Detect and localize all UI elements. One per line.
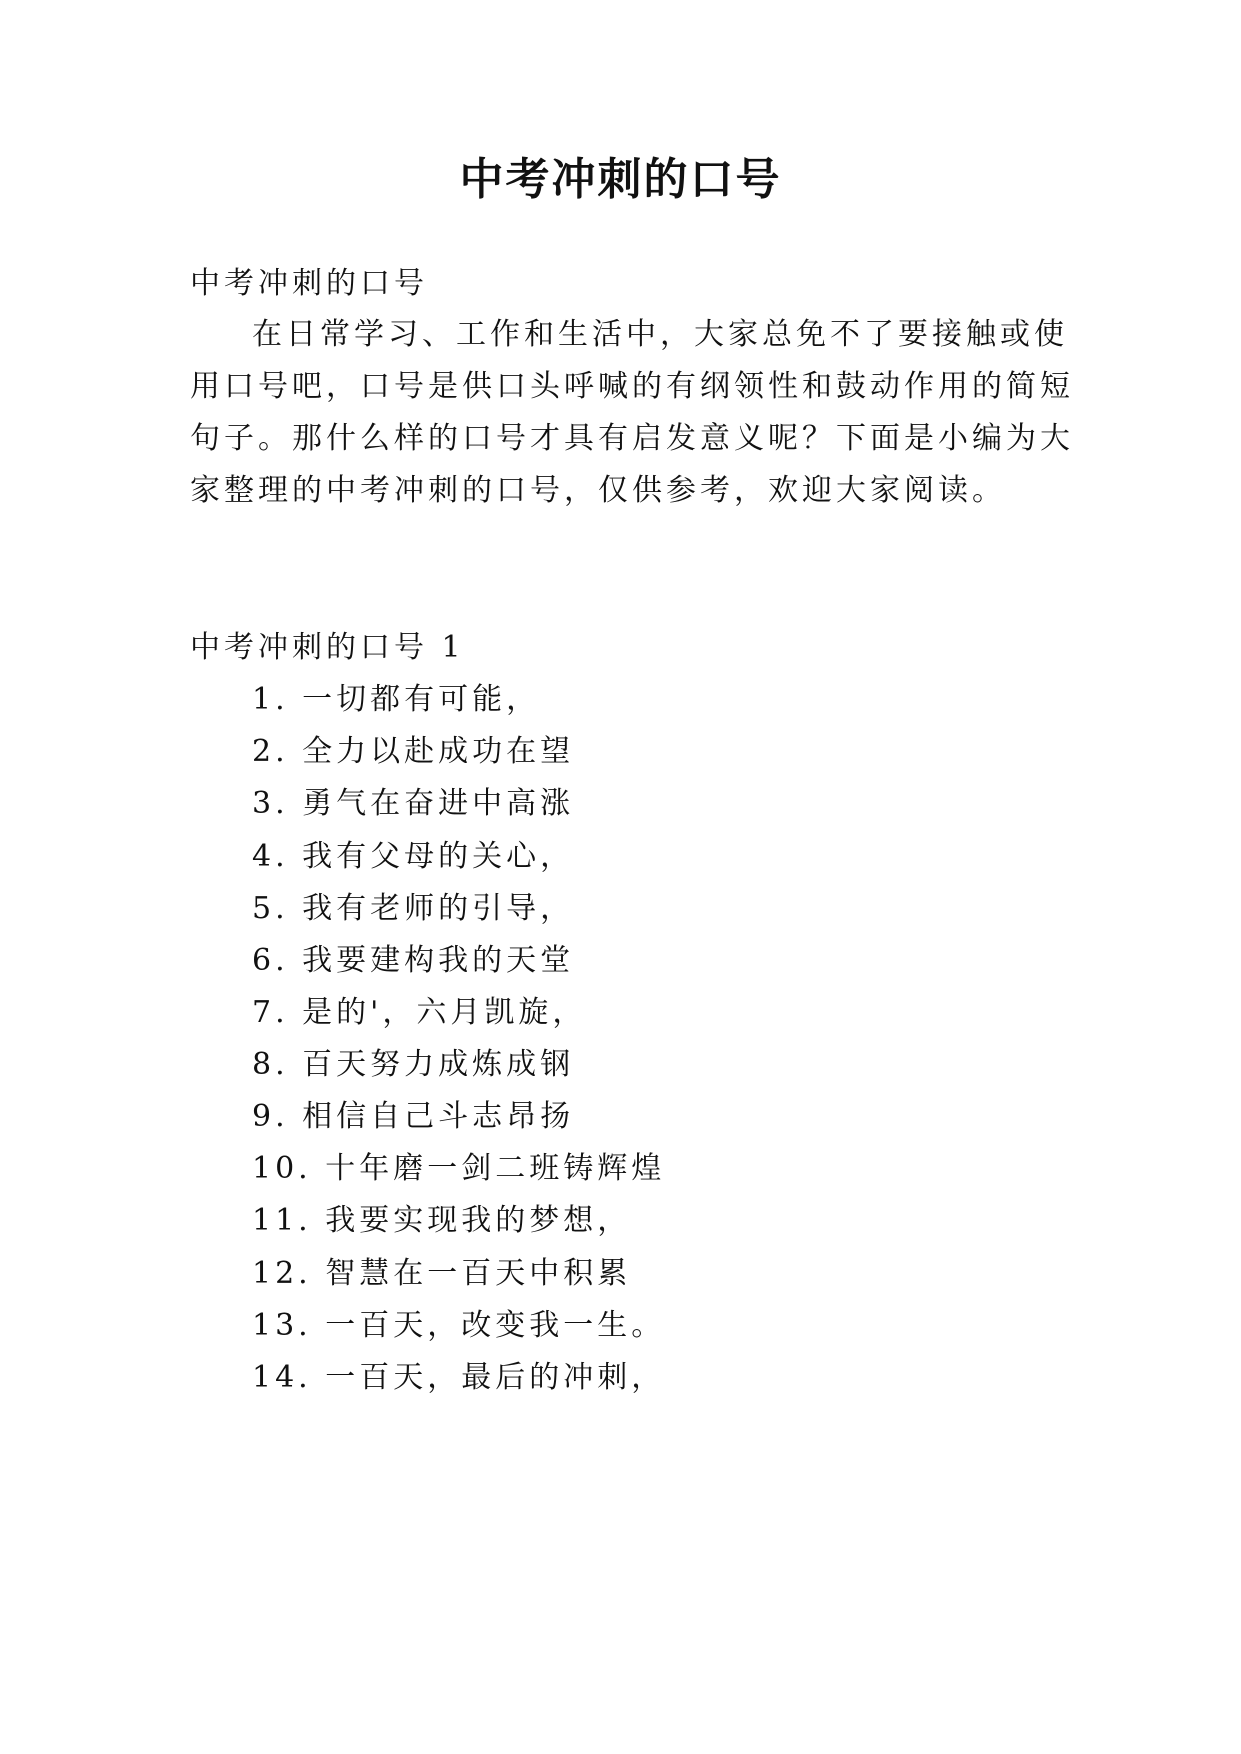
intro-paragraph-line: 句子。那什么样的口号才具有启发意义呢？下面是小编为大 (190, 421, 1074, 456)
list-item: 9. 相信自己斗志昂扬 (252, 1099, 575, 1134)
list-item: 4. 我有父母的关心， (252, 839, 575, 874)
list-item: 7. 是的'，六月凯旋， (252, 995, 587, 1030)
intro-paragraph-line: 家整理的中考冲刺的口号，仅供参考，欢迎大家阅读。 (190, 473, 1006, 508)
list-item: 12. 智慧在一百天中积累 (252, 1256, 632, 1291)
list-item: 2. 全力以赴成功在望 (252, 734, 575, 769)
list-item: 1. 一切都有可能， (252, 682, 541, 717)
intro-paragraph-line: 在日常学习、工作和生活中，大家总免不了要接触或使 (252, 317, 1068, 352)
list-item: 3. 勇气在奋进中高涨 (252, 786, 575, 821)
document-subtitle: 中考冲刺的口号 (190, 266, 428, 301)
list-item: 13. 一百天，改变我一生。 (252, 1308, 666, 1343)
intro-paragraph-line: 用口号吧，口号是供口头呼喊的有纲领性和鼓动作用的简短 (190, 369, 1074, 404)
list-item: 10. 十年磨一剑二班铸辉煌 (252, 1151, 666, 1186)
list-item: 14. 一百天，最后的冲刺， (252, 1360, 666, 1395)
list-item: 5. 我有老师的引导， (252, 891, 575, 926)
document-title: 中考冲刺的口号 (459, 154, 782, 205)
section-heading: 中考冲刺的口号 1 (190, 630, 465, 665)
list-item: 6. 我要建构我的天堂 (252, 943, 575, 978)
list-item: 8. 百天努力成炼成钢 (252, 1047, 575, 1082)
list-item: 11. 我要实现我的梦想， (252, 1203, 632, 1238)
